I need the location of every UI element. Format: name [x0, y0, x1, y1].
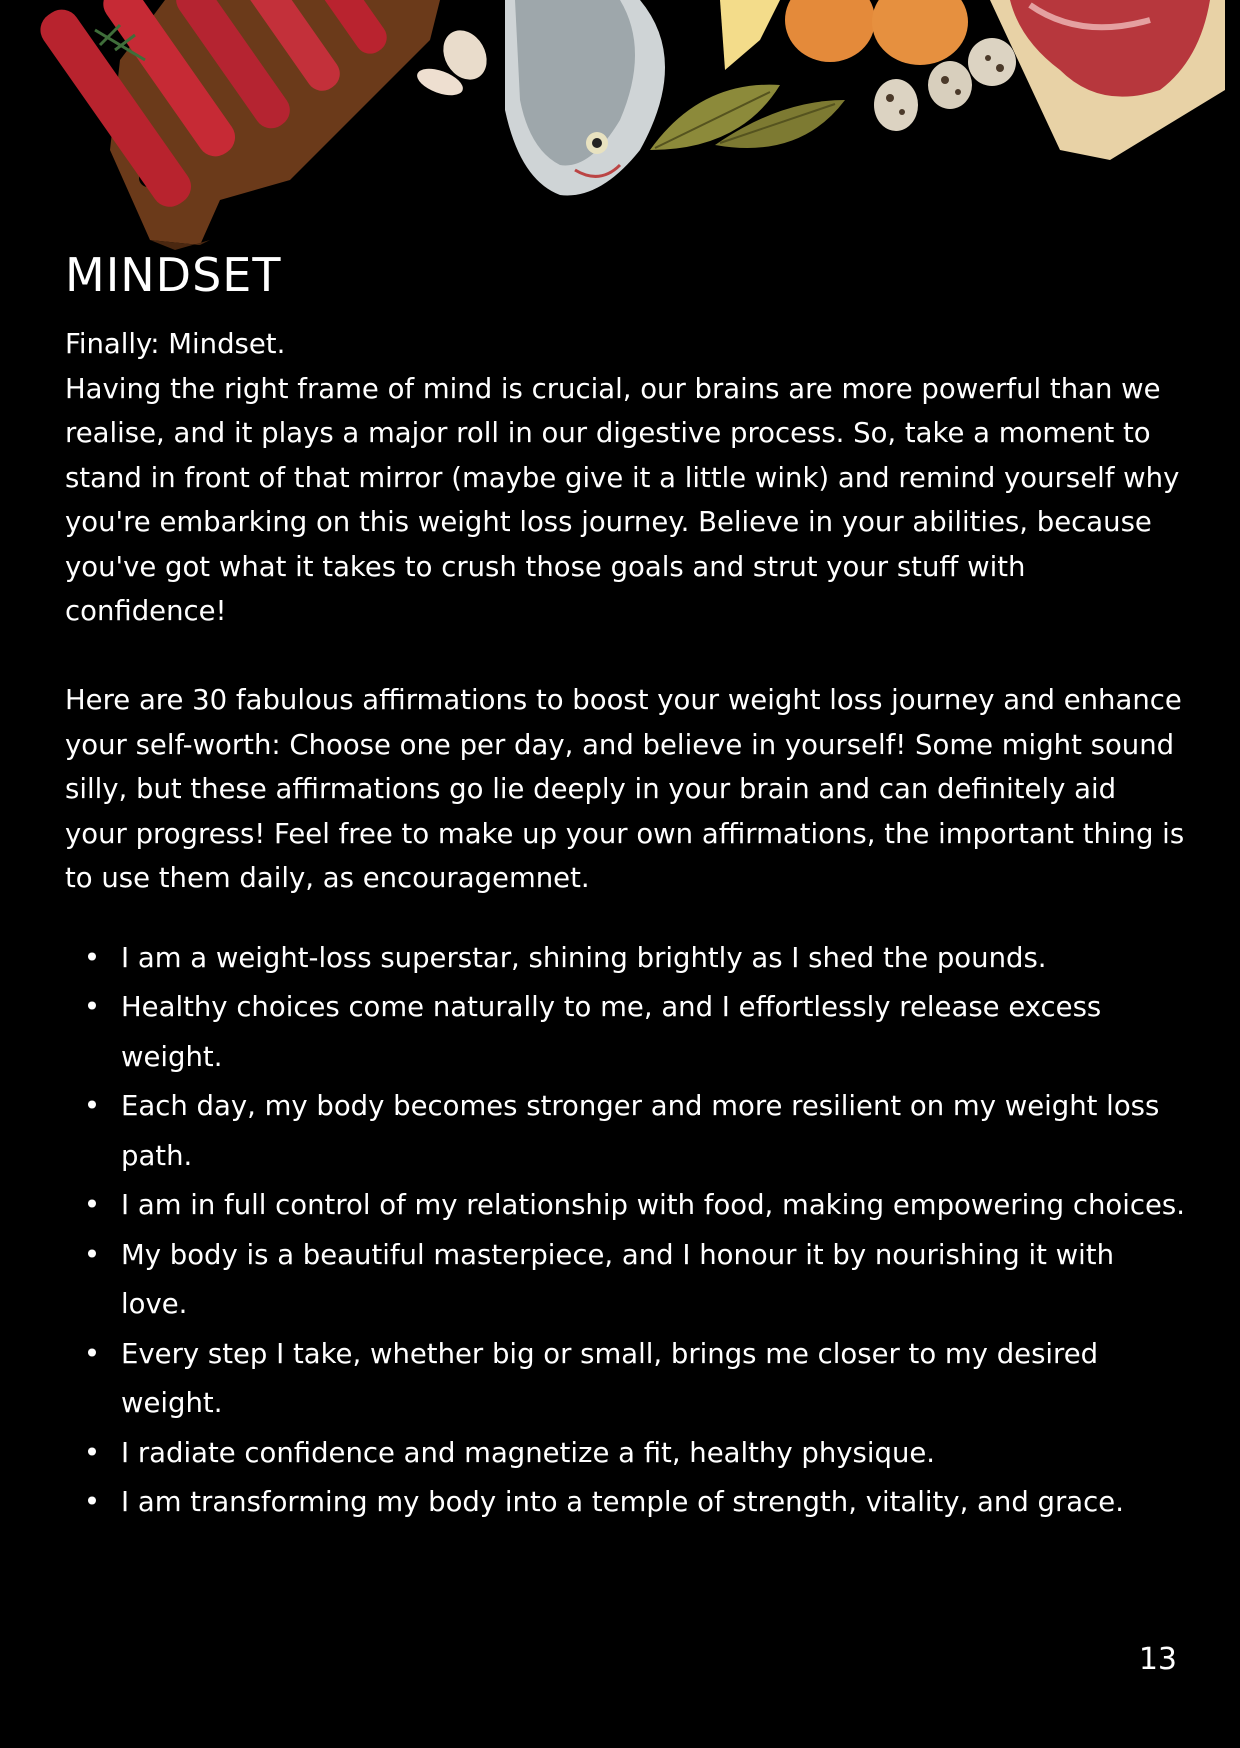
page-title: MINDSET — [65, 248, 282, 302]
affirmation-text: Healthy choices come naturally to me, and I effortlessly release excess weight. — [121, 991, 1102, 1073]
bullet-icon: • — [83, 1337, 101, 1370]
bullet-icon: • — [83, 1486, 101, 1518]
list-item — [65, 1231, 1185, 1330]
affirmation-text: I am in full control of my relationship with food, making empowering choices. — [121, 1189, 1185, 1221]
affirmation-text: My body is a beautiful masterpiece, and I honour it by nourishing it with love. — [121, 1238, 1114, 1320]
affirmations-list — [65, 934, 1185, 1528]
food-banner — [0, 0, 1240, 260]
bullet-icon: • — [83, 941, 101, 974]
page-number: 13 — [1138, 1642, 1177, 1677]
list-item — [65, 1181, 1185, 1231]
bullet-icon: • — [83, 1090, 101, 1122]
affirmation-text: Each day, my body becomes stronger and more resilient on my weight loss path. — [121, 1090, 1160, 1172]
list-item — [65, 983, 1185, 1082]
list-item — [65, 1082, 1185, 1181]
paragraph-spacer — [65, 634, 1185, 679]
affirmation-text: I am a weight-loss superstar, shining brightly as I shed the pounds. — [121, 941, 1047, 974]
list-item — [65, 934, 1185, 984]
list-item — [65, 1330, 1185, 1429]
affirmations-intro-paragraph: Here are 30 fabulous affirmations to boost your weight loss journey and enhance your self-worth: Choose one per day, and believe in yourself! Some might sound silly, but these affirmations go lie deeply in your brain and can definitely aid your progress! Feel free to make up your own affirmations, the important thing is to use them daily, as encouragemnet. — [65, 684, 1185, 894]
list-item — [65, 1478, 1185, 1528]
bullet-icon: • — [83, 1189, 101, 1221]
raw-meat-on-board-icon — [990, 0, 1225, 160]
mindset-paragraph: Having the right frame of mind is crucial, our brains are more powerful than we realise, and it plays a major roll in our digestive process. So, take a moment to stand in front of that mirror (maybe give it a little wink) and remind yourself why you're embarking on this weight loss journey. Believe in your abilities, because you've got what it takes to crush those goals and strut your stuff with confidence! — [65, 372, 1180, 627]
list-item — [65, 1429, 1185, 1479]
cheese-icon — [720, 0, 780, 70]
eggs-icon — [785, 0, 968, 65]
sausages-on-board-icon — [33, 0, 440, 250]
affirmation-text: I am transforming my body into a temple of strength, vitality, and grace. — [121, 1486, 1124, 1518]
bay-leaves-icon — [650, 85, 845, 150]
fish-icon — [505, 0, 665, 195]
bullet-icon: • — [83, 1238, 101, 1271]
affirmation-text: Every step I take, whether big or small, brings me closer to my desired weight. — [121, 1337, 1099, 1419]
intro-line: Finally: Mindset. — [65, 328, 286, 360]
affirmation-text: I radiate confidence and magnetize a fit, healthy physique. — [121, 1436, 936, 1469]
main-content — [65, 322, 1185, 1528]
bullet-icon: • — [83, 1436, 101, 1469]
bullet-icon: • — [83, 991, 101, 1023]
list-spacer — [65, 901, 1185, 934]
